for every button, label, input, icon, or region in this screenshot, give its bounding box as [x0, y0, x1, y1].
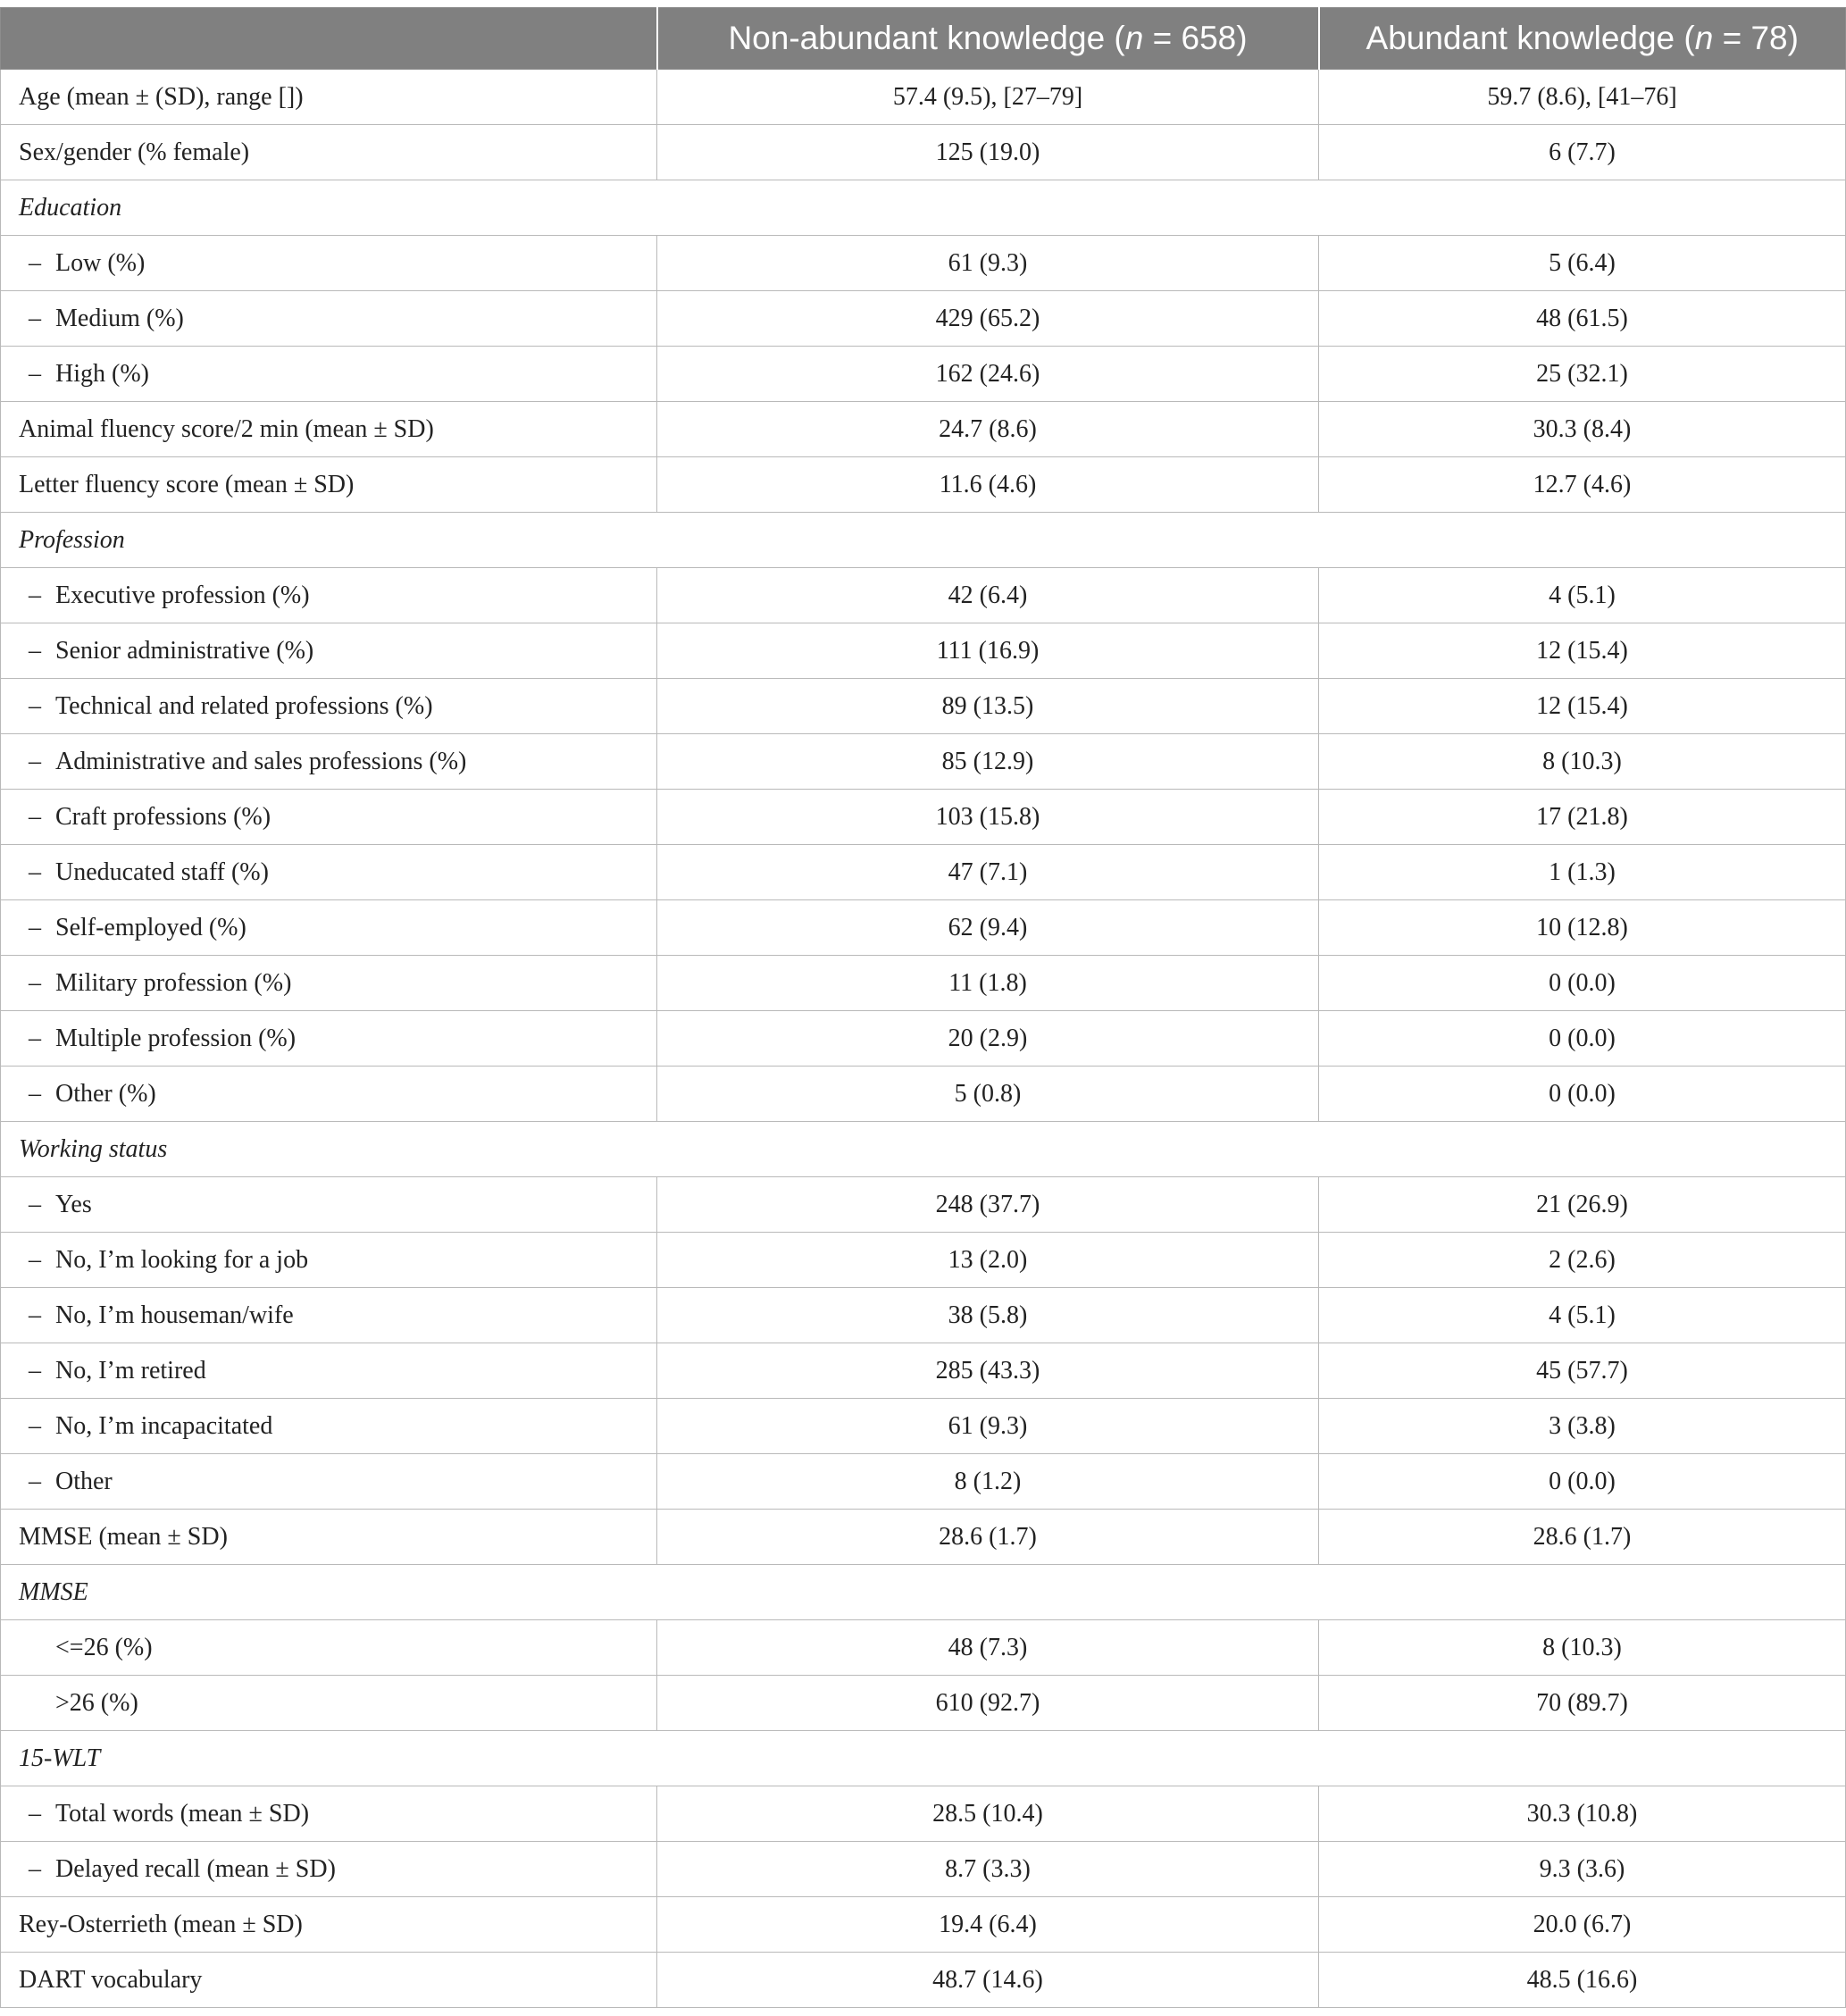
row-label: Multiple profession (%)	[55, 1024, 297, 1052]
row-label: Animal fluency score/2 min (mean ± SD)	[19, 414, 434, 443]
row-label: No, I’m houseman/wife	[55, 1301, 294, 1329]
dash-marker: –	[29, 636, 41, 665]
table-row	[1, 236, 1846, 291]
row-label-cell	[1, 1786, 657, 1842]
dash-marker: –	[29, 1245, 41, 1274]
header-variable-column	[1, 8, 657, 70]
table-row	[1, 679, 1846, 734]
row-label: DART vocabulary	[19, 1965, 203, 1994]
section-row	[1, 1565, 1846, 1620]
dash-marker: –	[29, 1854, 41, 1883]
non-abundant-value: 62 (9.4)	[657, 900, 1319, 956]
row-label-cell	[1, 1343, 657, 1399]
non-abundant-value: 103 (15.8)	[657, 790, 1319, 845]
non-abundant-value: 28.6 (1.7)	[657, 1510, 1319, 1565]
abundant-value: 0 (0.0)	[1319, 1011, 1846, 1067]
abundant-value: 45 (57.7)	[1319, 1343, 1846, 1399]
non-abundant-value: 8.7 (3.3)	[657, 1842, 1319, 1897]
non-abundant-value: 610 (92.7)	[657, 1676, 1319, 1731]
dash-marker: –	[29, 747, 41, 775]
section-label: Profession	[1, 513, 1846, 568]
non-abundant-value: 8 (1.2)	[657, 1454, 1319, 1510]
abundant-value: 12 (15.4)	[1319, 679, 1846, 734]
row-label: No, I’m retired	[55, 1356, 206, 1384]
abundant-value: 8 (10.3)	[1319, 1620, 1846, 1676]
row-label: Sex/gender (% female)	[19, 138, 250, 166]
row-label-cell	[1, 236, 657, 291]
non-abundant-value: 162 (24.6)	[657, 347, 1319, 402]
non-abundant-value: 48.7 (14.6)	[657, 1953, 1319, 2008]
abundant-value: 9.3 (3.6)	[1319, 1842, 1846, 1897]
abundant-value: 0 (0.0)	[1319, 956, 1846, 1011]
non-abundant-value: 111 (16.9)	[657, 623, 1319, 679]
dash-marker: –	[29, 913, 41, 941]
abundant-value: 4 (5.1)	[1319, 1288, 1846, 1343]
abundant-value: 12 (15.4)	[1319, 623, 1846, 679]
row-label: Medium (%)	[55, 304, 184, 332]
table-row	[1, 457, 1846, 513]
section-row	[1, 513, 1846, 568]
row-label-cell	[1, 1288, 657, 1343]
abundant-value: 2 (2.6)	[1319, 1233, 1846, 1288]
abundant-value: 12.7 (4.6)	[1319, 457, 1846, 513]
table-row	[1, 1786, 1846, 1842]
row-label: Craft professions (%)	[55, 802, 271, 831]
row-label: Total words (mean ± SD)	[55, 1799, 310, 1828]
table-row	[1, 1454, 1846, 1510]
table-row	[1, 1620, 1846, 1676]
non-abundant-value: 125 (19.0)	[657, 125, 1319, 180]
section-row	[1, 1122, 1846, 1177]
row-label-cell	[1, 291, 657, 347]
section-label: Education	[1, 180, 1846, 236]
table-row	[1, 1011, 1846, 1067]
row-label-cell	[1, 845, 657, 900]
row-label-cell	[1, 1067, 657, 1122]
non-abundant-value: 48 (7.3)	[657, 1620, 1319, 1676]
non-abundant-value: 38 (5.8)	[657, 1288, 1319, 1343]
table-row	[1, 1177, 1846, 1233]
non-abundant-value: 11.6 (4.6)	[657, 457, 1319, 513]
non-abundant-value: 248 (37.7)	[657, 1177, 1319, 1233]
row-label: Age (mean ± (SD), range [])	[19, 82, 304, 111]
table-row	[1, 568, 1846, 623]
table-row	[1, 347, 1846, 402]
row-label: High (%)	[55, 359, 149, 388]
non-abundant-value: 61 (9.3)	[657, 1399, 1319, 1454]
dash-marker: –	[29, 691, 41, 720]
row-label-cell	[1, 956, 657, 1011]
dash-marker: –	[29, 1411, 41, 1440]
abundant-value: 5 (6.4)	[1319, 236, 1846, 291]
dash-marker: –	[29, 248, 41, 277]
abundant-value: 17 (21.8)	[1319, 790, 1846, 845]
dash-marker: –	[29, 359, 41, 388]
table-row	[1, 70, 1846, 125]
non-abundant-value: 285 (43.3)	[657, 1343, 1319, 1399]
row-label: Letter fluency score (mean ± SD)	[19, 470, 355, 498]
row-label-cell	[1, 1233, 657, 1288]
abundant-value: 21 (26.9)	[1319, 1177, 1846, 1233]
non-abundant-value: 42 (6.4)	[657, 568, 1319, 623]
table-row	[1, 1343, 1846, 1399]
row-label-cell	[1, 1399, 657, 1454]
table-row	[1, 845, 1846, 900]
abundant-value: 30.3 (10.8)	[1319, 1786, 1846, 1842]
abundant-value: 1 (1.3)	[1319, 845, 1846, 900]
abundant-value: 25 (32.1)	[1319, 347, 1846, 402]
row-label-cell	[1, 1676, 657, 1731]
dash-marker: –	[29, 1079, 41, 1108]
abundant-value: 0 (0.0)	[1319, 1067, 1846, 1122]
table-row	[1, 900, 1846, 956]
abundant-value: 4 (5.1)	[1319, 568, 1846, 623]
demographics-table-container	[0, 7, 1845, 2008]
non-abundant-value: 85 (12.9)	[657, 734, 1319, 790]
non-abundant-value: 24.7 (8.6)	[657, 402, 1319, 457]
non-abundant-value: 20 (2.9)	[657, 1011, 1319, 1067]
abundant-value: 8 (10.3)	[1319, 734, 1846, 790]
row-label: Executive profession (%)	[55, 581, 310, 609]
row-label-cell	[1, 347, 657, 402]
header-row	[1, 8, 1846, 70]
abundant-value: 48 (61.5)	[1319, 291, 1846, 347]
section-row	[1, 1731, 1846, 1786]
row-label-cell	[1, 1510, 657, 1565]
table-row	[1, 291, 1846, 347]
row-label-cell	[1, 70, 657, 125]
row-label: Uneducated staff (%)	[55, 857, 269, 886]
row-label-cell	[1, 900, 657, 956]
row-label: Military profession (%)	[55, 968, 292, 997]
section-row	[1, 180, 1846, 236]
abundant-value: 70 (89.7)	[1319, 1676, 1846, 1731]
abundant-value: 48.5 (16.6)	[1319, 1953, 1846, 2008]
section-label: 15-WLT	[1, 1731, 1846, 1786]
row-label: Technical and related professions (%)	[55, 691, 433, 720]
table-row	[1, 956, 1846, 1011]
row-label: Self-employed (%)	[55, 913, 246, 941]
table-row	[1, 790, 1846, 845]
row-label-cell	[1, 457, 657, 513]
table-header	[1, 8, 1846, 70]
dash-marker: –	[29, 968, 41, 997]
dash-marker: –	[29, 1356, 41, 1384]
row-label: MMSE (mean ± SD)	[19, 1522, 228, 1551]
abundant-value: 3 (3.8)	[1319, 1399, 1846, 1454]
non-abundant-value: 61 (9.3)	[657, 236, 1319, 291]
table-row	[1, 1676, 1846, 1731]
abundant-value: 20.0 (6.7)	[1319, 1897, 1846, 1953]
row-label-cell	[1, 1011, 657, 1067]
non-abundant-value: 19.4 (6.4)	[657, 1897, 1319, 1953]
dash-marker: –	[29, 802, 41, 831]
table-row	[1, 1897, 1846, 1953]
row-label: Other (%)	[55, 1079, 156, 1108]
row-label-cell	[1, 790, 657, 845]
dash-marker: –	[29, 304, 41, 332]
table-row	[1, 1842, 1846, 1897]
table-row	[1, 125, 1846, 180]
abundant-value: 0 (0.0)	[1319, 1454, 1846, 1510]
abundant-value: 6 (7.7)	[1319, 125, 1846, 180]
row-label-cell	[1, 568, 657, 623]
dash-marker: –	[29, 857, 41, 886]
row-label-cell	[1, 1177, 657, 1233]
row-label: Delayed recall (mean ± SD)	[55, 1854, 336, 1883]
table-body	[1, 70, 1846, 2008]
row-label-cell	[1, 1842, 657, 1897]
table-row	[1, 734, 1846, 790]
non-abundant-value: 5 (0.8)	[657, 1067, 1319, 1122]
non-abundant-value: 11 (1.8)	[657, 956, 1319, 1011]
abundant-value: 28.6 (1.7)	[1319, 1510, 1846, 1565]
row-label: Other	[55, 1467, 113, 1495]
abundant-value: 30.3 (8.4)	[1319, 402, 1846, 457]
row-label-cell	[1, 1454, 657, 1510]
non-abundant-value: 13 (2.0)	[657, 1233, 1319, 1288]
non-abundant-value: 429 (65.2)	[657, 291, 1319, 347]
row-label: Low (%)	[55, 248, 146, 277]
section-label: MMSE	[1, 1565, 1846, 1620]
table-row	[1, 623, 1846, 679]
table-row	[1, 402, 1846, 457]
dash-marker: –	[29, 1024, 41, 1052]
table-row	[1, 1510, 1846, 1565]
header-abundant-column: Abundant knowledge (n = 78)	[1319, 8, 1846, 70]
row-label: <=26 (%)	[55, 1633, 153, 1661]
row-label: Rey-Osterrieth (mean ± SD)	[19, 1910, 303, 1938]
row-label: No, I’m looking for a job	[55, 1245, 309, 1274]
abundant-value: 59.7 (8.6), [41–76]	[1319, 70, 1846, 125]
row-label: No, I’m incapacitated	[55, 1411, 273, 1440]
table-row	[1, 1067, 1846, 1122]
table-row	[1, 1953, 1846, 2008]
demographics-table	[0, 7, 1846, 2008]
row-label-cell	[1, 623, 657, 679]
non-abundant-value: 28.5 (10.4)	[657, 1786, 1319, 1842]
row-label-cell	[1, 125, 657, 180]
row-label-cell	[1, 1897, 657, 1953]
table-row	[1, 1288, 1846, 1343]
non-abundant-value: 89 (13.5)	[657, 679, 1319, 734]
dash-marker: –	[29, 1467, 41, 1495]
row-label: Senior administrative (%)	[55, 636, 314, 665]
section-label: Working status	[1, 1122, 1846, 1177]
non-abundant-value: 57.4 (9.5), [27–79]	[657, 70, 1319, 125]
table-row	[1, 1233, 1846, 1288]
row-label-cell	[1, 1620, 657, 1676]
row-label: >26 (%)	[55, 1688, 138, 1717]
row-label-cell	[1, 1953, 657, 2008]
row-label: Administrative and sales professions (%)	[55, 747, 467, 775]
abundant-value: 10 (12.8)	[1319, 900, 1846, 956]
non-abundant-value: 47 (7.1)	[657, 845, 1319, 900]
table-row	[1, 1399, 1846, 1454]
row-label-cell	[1, 734, 657, 790]
dash-marker: –	[29, 1190, 41, 1218]
header-non-abundant-column: Non-abundant knowledge (n = 658)	[657, 8, 1319, 70]
row-label: Yes	[55, 1190, 92, 1218]
dash-marker: –	[29, 581, 41, 609]
row-label-cell	[1, 402, 657, 457]
dash-marker: –	[29, 1301, 41, 1329]
row-label-cell	[1, 679, 657, 734]
dash-marker: –	[29, 1799, 41, 1828]
